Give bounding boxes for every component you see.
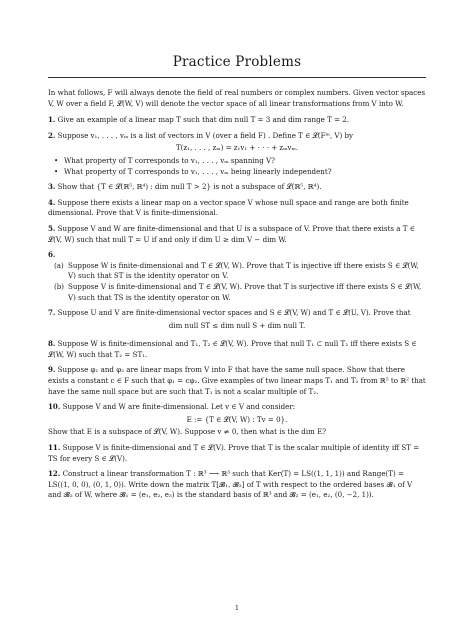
problem-number: 6.: [48, 250, 56, 260]
problem-number: 7.: [48, 308, 56, 318]
problem-text-continued: Show that E is a subspace of 𝓛(V, W). Suppose v ≠ 0, then what is the dim E?: [48, 427, 327, 437]
problem-number: 10.: [48, 402, 61, 412]
subproblem-b: [48, 282, 426, 303]
problem-number: 12.: [48, 469, 61, 479]
problem-4: [48, 198, 426, 219]
problem-text: Suppose U and V are finite-dimensional vector spaces and S ∈ 𝓛(V, W) and T ∈ 𝓛(U, V). Prove that: [57, 308, 411, 318]
display-equation: T(z₁, . . . , zₘ) = z₁v₁ + · · · + zₘvₘ.: [175, 143, 299, 153]
problem-6: [48, 250, 426, 303]
problem-number: 5.: [48, 223, 56, 233]
problem-5: [48, 224, 426, 245]
bullet-item: • What property of T corresponds to v₁, . . . , vₘ spanning V?: [48, 156, 426, 167]
problem-1: [48, 115, 426, 126]
subproblem-label: (a): [54, 260, 64, 270]
problem-3: [48, 182, 426, 193]
problem-10: [48, 402, 426, 438]
intro-paragraph: In what follows, F will always denote the field of real numbers or complex numbers. Given vector spaces V, W over a field F, 𝓛(W, V) will denote the vector space of all linear transformations from V into W.: [48, 88, 426, 108]
problem-number: 4.: [48, 197, 56, 207]
problem-number: 9.: [48, 365, 56, 375]
problem-text: Show that {T ∈ 𝓛(ℝ⁵, ℝ⁴) : dim null T > 2} is not a subspace of 𝓛(ℝ⁵, ℝ⁴).: [57, 182, 322, 192]
problem-11: [48, 443, 426, 464]
problem-text: Suppose V and W are finite-dimensional. Let v ∈ V and consider:: [62, 402, 296, 412]
page-number: 1: [234, 604, 240, 612]
problem-text: Suppose V is finite-dimensional and T ∈ 𝓛(V). Prove that T is the scalar multiple of identity iff ST = TS for every S ∈ 𝓛(V).: [48, 443, 420, 463]
display-equation: dim null ST ≤ dim null S + dim null T.: [168, 320, 306, 330]
problems-content: [48, 88, 426, 501]
problem-text: Suppose φ₁ and φ₂ are linear maps from V into F that have the same null space. Show that there exists a constant c ∈ F such that φ₁ = cφ₂. Give examples of two linear maps T₁ and T₂ from ℝ⁵ to ℝ² that have the same null space but are such that T₁ is not a scalar multiple of T₂.: [48, 365, 426, 396]
subproblem-label: (b): [54, 281, 65, 291]
problem-number: 8.: [48, 339, 56, 349]
problem-8: [48, 339, 426, 360]
problem-text: Suppose W is finite-dimensional and T₁, T₂ ∈ 𝓛(V, W). Prove that null T₁ ⊂ null T₂ iff there exists S ∈ 𝓛(W, W) such that T₂ = ST₁.: [48, 339, 417, 359]
title-rule: [48, 77, 426, 78]
problem-number: 1.: [48, 115, 56, 125]
problem-text: Suppose there exists a linear map on a vector space V whose null space and range are both finite dimensional. Prove that V is finite-dimensional.: [48, 197, 409, 218]
problem-9: [48, 365, 426, 397]
problem-text: Give an example of a linear map T such that dim null T = 3 and dim range T = 2.: [57, 115, 350, 125]
bullet-item: • What property of T corresponds to v₁, . . . , vₘ being linearly independent?: [48, 167, 426, 178]
problem-text: Suppose V and W are finite-dimensional and that U is a subspace of V. Prove that there exists a T ∈ 𝓛(V, W) such that null T = U if and only if dim U ≥ dim V − dim W.: [48, 223, 416, 244]
subproblem-text: Suppose V is finite-dimensional and T ∈ 𝓛(V, W). Prove that T is surjective iff there exists S ∈ 𝓛(W, V) such that TS is the identity operator on W.: [68, 281, 422, 302]
problem-2: [48, 131, 426, 177]
problem-text: Construct a linear transformation T : ℝ³ ⟶ ℝ³ such that Ker(T) = LS((1, 1, 1)) and Range(T) = LS((1, 0, 0), (0, 1, 0)). Write down the matrix T[𝓑₁, 𝓑₂] of T with respect to the ordered bases 𝓑₁ of V and 𝓑₂ of W, where 𝓑₁ = (e₁, e₂, e₃) is the standard basis of ℝ³ and 𝓑₂ = (e₁, e₂, (0, −2, 1)).: [48, 469, 413, 500]
problem-number: 11.: [48, 443, 61, 453]
page-title: Practice Problems: [172, 54, 302, 70]
display-equation: E := {T ∈ 𝓛(V, W) : Tv = 0}.: [186, 414, 288, 424]
subproblem-a: [48, 261, 426, 282]
problem-number: 3.: [48, 182, 56, 192]
problem-7: [48, 308, 426, 331]
problem-text: Suppose v₁, . . . , vₘ is a list of vectors in V (over a field F) . Define T ∈ 𝓛(Fᵐ, V) by: [57, 130, 354, 140]
problem-12: [48, 469, 426, 501]
subproblem-text: Suppose W is finite-dimensional and T ∈ 𝓛(V, W). Prove that T is injective iff there exists S ∈ 𝓛(W, V) such that ST is the identity operator on V.: [68, 260, 419, 281]
problem-number: 2.: [48, 130, 56, 140]
